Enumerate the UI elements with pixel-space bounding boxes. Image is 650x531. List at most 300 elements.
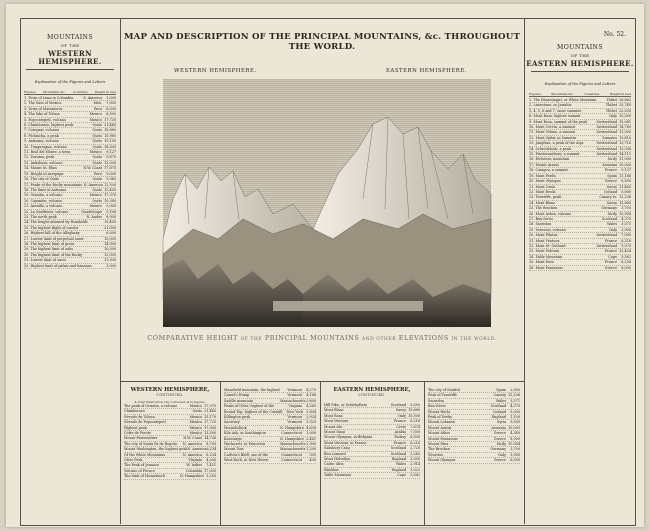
mountain-height: 1,000 — [306, 431, 316, 436]
mountain-height: 10,954 — [619, 211, 631, 216]
mountain-country: N. America — [182, 441, 202, 446]
mountain-country: Sicily — [607, 211, 617, 216]
mountain-country — [80, 226, 102, 230]
mountain-name: 3. Town of Matamoros — [24, 106, 63, 111]
mountain-name: The peak of Orizaba, a volcano — [124, 404, 178, 408]
western-mountain-list — [24, 96, 116, 269]
subtitle-part: OF THE — [240, 337, 263, 342]
subtitle-part: PRINCIPAL MOUNTAINS — [264, 334, 360, 342]
mountain-name: 4. The lake of Toluca — [24, 112, 60, 117]
mountain-name: 35. Mont Dore — [529, 260, 554, 265]
mountain-height: 3,582 — [621, 254, 631, 259]
header-mountains: Mountains &c. — [551, 92, 574, 96]
mountain-height: 21,440 — [204, 409, 216, 414]
mountain-height: 13,810 — [619, 135, 631, 140]
mountain-height: 4,349 — [510, 431, 520, 436]
mountain-name: 22. La Souffriere, volcano — [24, 209, 69, 214]
mountain-country — [88, 220, 104, 224]
mountain-country: New York — [286, 409, 303, 414]
mountain-country: Mex. — [93, 101, 102, 106]
mountain-country: Connecticut — [281, 431, 302, 436]
mountain-height: 11,000 — [619, 130, 631, 135]
mountain-country: Switzerland — [596, 141, 617, 146]
illustration-subtitle — [120, 334, 524, 342]
mountain-country: Thibet — [605, 103, 617, 108]
western-continued-explanation: A brief Illustration, the corrected as in figures. — [134, 400, 206, 404]
mountain-height: 14,900 — [104, 241, 116, 246]
mountain-name: Kilo Ash, in Southington — [224, 431, 266, 436]
mountain-country: Vermont — [287, 393, 302, 398]
mountain-height: 8,500 — [106, 112, 116, 117]
mountain-country: Mexico — [189, 404, 202, 408]
mountain-height: 22,000 — [619, 108, 631, 113]
eastern-explanation: Explanation of the Figures and Letters — [544, 82, 616, 86]
mountain-name: 16. Etchener, mountain — [529, 157, 570, 162]
mountain-country: Virginia — [288, 404, 302, 409]
mountain-country: Sicily — [607, 157, 617, 162]
mountain-height: 6,258 — [621, 260, 631, 265]
mountain-name: 26. Mont Aetna, volcano — [529, 211, 571, 216]
western-panel-title — [20, 34, 120, 66]
mountain-name: 1. The Dhawalagiri, or White Mountain — [529, 98, 597, 102]
mountain-name: 16. The city of Quito — [24, 177, 60, 182]
western-continued-list-1 — [124, 404, 216, 480]
mountain-height: 5,000 — [510, 409, 520, 414]
mountain-country: Thibet — [606, 98, 618, 102]
mountain-height: 8,700 — [206, 441, 216, 446]
mountain-country: Greece — [493, 436, 506, 441]
mountain-country: Scotland — [390, 451, 406, 456]
mountain-country: Spain — [496, 388, 506, 392]
mountain-name: Ascutney — [224, 420, 240, 425]
mountain-country: Canary — [493, 393, 506, 398]
mountain-country: Wales — [495, 398, 506, 403]
mountain-country: Mexico — [189, 425, 202, 430]
mountain-height: 2,720 — [410, 446, 420, 451]
header-height: Height in feet — [609, 92, 631, 96]
mountain-name: The Brocken — [428, 447, 450, 452]
mountain-height: 1,200 — [306, 447, 316, 452]
mountain-country: Scotland — [601, 216, 617, 221]
mountain-height: 3,055 — [410, 457, 420, 462]
mountain-country: Mexico — [189, 414, 202, 419]
mountain-height: 8,000 — [621, 265, 631, 270]
mountain-height: 15,980 — [104, 133, 116, 138]
mountain-height: 17,730 — [104, 117, 116, 122]
subtitle-part: IN THE WORLD. — [451, 337, 497, 342]
mountain-name: Mount Parnassus — [428, 436, 458, 441]
mountain-country: Italy — [609, 114, 617, 119]
mountain-height: 3,924 — [306, 415, 316, 420]
mountain-name: Mount Olympus — [428, 458, 456, 463]
mountain-country: Germany — [490, 447, 506, 452]
mountain-height: 6,500 — [510, 458, 520, 463]
mountain-height: 6,000 — [106, 231, 116, 236]
mountain-country: N. America — [187, 447, 207, 452]
mountain-name: Hill Pike, or Schiehallion — [324, 403, 367, 407]
mountain-height: 4,188 — [306, 393, 316, 398]
mountain-country: France — [393, 440, 406, 445]
mountain-name: 30. Mont Pilatus — [529, 233, 558, 238]
eastern-mountain-list — [529, 98, 631, 271]
mountain-country: Massachusetts — [280, 398, 306, 403]
mountain-name: Cofre de Perote — [124, 431, 152, 436]
mountain-country: Massachusetts — [280, 447, 306, 452]
mountain-name: Killington peak — [224, 415, 251, 420]
mountain-height: 17,370 — [104, 193, 116, 198]
mountain-height: 8,000 — [106, 214, 116, 219]
mountain-height: 15,081 — [619, 119, 631, 124]
mountain-height: 12,236 — [508, 393, 520, 398]
mountain-height: 4,370 — [510, 404, 520, 409]
mountain-country: Vermont — [287, 415, 302, 420]
eastern-panel-title — [525, 44, 635, 68]
mountain-name: 2. The Sum of Mexico — [24, 101, 62, 106]
mountain-height: 3,240 — [410, 451, 420, 456]
mountain-height: 6,216 — [410, 419, 420, 424]
mountain-height: 6,234 — [206, 447, 217, 452]
mountain-height: 13,716 — [619, 141, 631, 146]
mountain-name: 17. Peaks of the Rocky mountains — [24, 182, 83, 187]
mountain-country: Sicily — [496, 442, 506, 447]
mountain-height: 16,500 — [104, 144, 116, 149]
mountain-name: 31. Lowest limit of snow — [24, 258, 67, 263]
header-figures: Figures — [529, 92, 541, 96]
mountain-name: Highest peak — [124, 425, 147, 430]
mountain-country — [80, 231, 102, 235]
western-continued-col-1 — [120, 382, 221, 525]
mountain-country: Greece — [493, 458, 506, 463]
mountain-country: Virginia — [188, 458, 202, 463]
mountain-height: 2,461 — [306, 436, 316, 441]
mountain-country: Connecticut — [281, 452, 302, 457]
western-title-top: MOUNTAINS — [47, 34, 93, 41]
eastern-list-header — [529, 92, 631, 97]
page-title: MAP AND DESCRIPTION OF THE PRINCIPAL MOUNTAINS, &c. THROUGHOUT THE WORLD. — [123, 32, 521, 52]
mountain-height: 9,540 — [106, 177, 116, 182]
mountain-country: Thibet — [605, 108, 617, 113]
eastern-continued-sub: CONTINUED. — [358, 393, 386, 397]
mountain-height: 2,000 — [510, 388, 520, 392]
mountain-name: 21. Mont Cenis — [529, 184, 556, 189]
mountain-name: Peak of Teneriffe — [428, 393, 457, 398]
mountain-height: 3,700 — [510, 447, 520, 452]
mountain-height: 17,000 — [204, 468, 216, 473]
mountain-name: Mount Hecla — [428, 409, 451, 414]
plate-number: No. 52. — [603, 31, 626, 38]
mountain-country: Quito — [92, 144, 102, 149]
mountain-height: 11,000 — [619, 157, 631, 162]
mountain-country: Mexico — [189, 420, 202, 425]
mountain-name: 10. Mont Cervin, a summit — [529, 125, 576, 130]
mountain-height: 10,000 — [619, 162, 631, 167]
mountain-name: 24. Mont Blanc — [529, 200, 556, 205]
mountain-name: 11. Mont Velane, a summit — [529, 130, 576, 135]
mountain-country: Quito — [92, 177, 102, 182]
mountain-height: 15,680 — [619, 200, 631, 205]
mountain-height: 15,000 — [104, 236, 116, 241]
mountain-name: Mansfield mountain, the highest — [224, 388, 280, 392]
mountain-name: Mount Sinai — [324, 430, 346, 435]
mountain-height: 3,320 — [306, 420, 316, 425]
mountain-name: 17. Mount Ararat — [529, 162, 559, 167]
mountain-name: Mount Tom — [224, 447, 244, 452]
mountain-name: Otter Peak — [124, 458, 143, 463]
mountain-height: 5,108 — [106, 209, 116, 214]
mountain-name: 33. Mont Pelvoux — [529, 249, 559, 254]
mountain-name: 19. Orizaba, a volcano — [24, 193, 63, 198]
mountain-row — [24, 264, 116, 269]
mountain-height: 4,370 — [621, 216, 631, 221]
mountain-height: 19,150 — [104, 139, 116, 144]
mountain-height: 12,000 — [104, 252, 116, 257]
mountain-height: 7,674 — [410, 424, 420, 429]
western-continued-col-2 — [220, 382, 321, 525]
mountain-height: 15,170 — [204, 414, 216, 419]
mountain-name: 18. The limit of Antisana — [24, 187, 67, 192]
mountain-country — [80, 247, 102, 251]
mountain-country: Scotland — [490, 404, 506, 409]
mountain-height: 2,914 — [410, 462, 420, 467]
mountain-country: Spain — [607, 173, 617, 178]
mountain-country: N. America — [182, 452, 202, 457]
mountain-country: Mexico — [89, 204, 102, 209]
mountain-height: 500 — [309, 452, 316, 457]
western-continued-title: WESTERN HEMISPHERE, — [130, 387, 210, 393]
mountain-name: 7. Cotopaxi, volcano — [24, 128, 59, 133]
mountain-country: Scotland — [390, 446, 406, 451]
mountain-country: Italy — [398, 413, 406, 418]
mountain-height: 19,380 — [104, 198, 116, 203]
mountain-height: 5,000 — [106, 204, 116, 209]
mountain-height: 13,400 — [104, 187, 116, 192]
mountain-name: Peak of Derby — [428, 415, 453, 420]
mountain-country: Peru — [94, 171, 102, 176]
mountain-height: 6,500 — [410, 435, 420, 440]
western-hemisphere-label: WESTERN HEMISPHERE. — [174, 68, 257, 74]
mountain-country: N.W. Coast — [183, 436, 202, 441]
mountain-row — [324, 473, 420, 478]
mountain-country: Mexico — [189, 431, 202, 436]
mountain-country: Turkey — [393, 435, 406, 440]
western-list-header — [24, 90, 116, 95]
mountain-name: 20. Mont Olympus — [529, 179, 561, 184]
mountain-country: Quito — [92, 155, 102, 160]
header-countries: Countries — [72, 90, 88, 94]
mountain-country: Switzerland — [596, 119, 617, 124]
mountain-name: 15. Finsteraarhorn, a summit — [529, 152, 580, 157]
mountain-country: Armenia — [602, 162, 617, 167]
mountain-country: Sumatra — [602, 135, 617, 140]
mountain-height: 3,022 — [410, 467, 420, 472]
mountain-name: 26. Highest hill of the Alleghany — [24, 231, 80, 236]
mountain-height: 11,168 — [619, 173, 631, 178]
mountain-name: Nevado de Toluca — [124, 414, 155, 419]
mountain-name: Nevado de Popocatepetl — [124, 420, 166, 425]
mountain-name: 5. Popocatepetl, volcano — [24, 117, 66, 122]
mountain-country: Quito — [92, 133, 102, 138]
mountain-name: 36. Mont Parnassus — [529, 265, 563, 270]
footer-tables — [120, 381, 524, 525]
subtitle-part: ELEVATIONS — [398, 334, 449, 342]
mountain-name: Wachusett, in Princeton — [224, 442, 266, 447]
mountain-country: Greece — [604, 265, 617, 270]
mountain-name: 25. The Brocken — [529, 206, 558, 211]
mountain-name: 30. The highest limit of the Rocky — [24, 252, 83, 257]
mountain-country: N. Hampshire — [180, 474, 204, 479]
mountain-height: 3,900 — [510, 452, 520, 457]
mountain-country: Syria — [497, 420, 506, 425]
mountain-country: Wales — [606, 222, 617, 227]
eastern-continued-list-1 — [324, 403, 420, 479]
header-countries: Countries — [584, 92, 600, 96]
mountain-country: Germany — [601, 206, 617, 211]
mountain-row — [529, 266, 631, 271]
mountain-name: 8. Mont Rosa, highest summit — [529, 114, 581, 119]
mountain-name: Carlton's Bluff, one of the — [224, 452, 269, 457]
mountain-height: 15,500 — [408, 413, 420, 418]
mountain-name: 27. Lowest limit of perpetual snow — [24, 236, 84, 241]
mountain-height: 6,216 — [621, 238, 631, 243]
mountain-country: Quito — [92, 128, 102, 133]
mountain-height: 1,000 — [106, 96, 116, 100]
mountain-name: Snowdon — [428, 398, 444, 403]
eastern-hemisphere-label: EASTERN HEMISPHERE. — [386, 68, 467, 74]
mountain-name: 9. Mont Rosa, summit of the peak — [529, 119, 588, 124]
mountain-name: Mount Lebanon — [428, 420, 456, 425]
mountain-country: Iceland — [493, 409, 506, 414]
mountain-height: 15,680 — [408, 408, 420, 413]
mountain-country: Mexico — [89, 193, 102, 198]
mountain-name: 23. Teneriffe, peak — [529, 195, 562, 200]
mountain-height: 6,500 — [621, 179, 631, 184]
mountain-country: Wales — [395, 462, 406, 467]
mountain-country: Armenia — [491, 425, 506, 430]
mountain-name: Table Mountain — [324, 473, 351, 478]
eastern-continued-col-1 — [320, 382, 425, 525]
mountain-name: 21. Arenilla, a volcano — [24, 204, 63, 209]
mountain-height: 7,000 — [106, 101, 116, 106]
mountain-country: Switzerland — [596, 152, 617, 157]
mountain-name: 27. Ben Nevis — [529, 216, 553, 221]
mountain-country: Mexico — [89, 112, 102, 117]
mountain-name: Vesuvius — [428, 452, 443, 457]
mountain-country: Cape — [608, 254, 617, 259]
mountain-height: 10,000 — [508, 425, 520, 430]
mountain-country: Savoy — [606, 200, 617, 205]
mountain-height: 17,370 — [204, 404, 216, 408]
lake — [273, 301, 423, 311]
mountain-name: 23. The north peak — [24, 214, 57, 219]
mountain-height: 3,900 — [621, 227, 631, 232]
mountain-name: 14. Schreckhorn, a peak — [529, 146, 571, 151]
mountain-height: 17,300 — [204, 425, 216, 430]
mountain-name: Kearsarge — [224, 436, 242, 441]
mountain-country: Quito — [92, 187, 102, 192]
mountain-country: Arabia — [394, 430, 406, 435]
mountain-country: Switzerland — [596, 146, 617, 151]
mountain-name: 20. Cayambe, volcano — [24, 198, 62, 203]
mountain-name: 31. Mont Ventoux — [529, 238, 560, 243]
mountain-name: Ben Lomond — [324, 451, 346, 456]
mountain-height: 15,500 — [619, 114, 631, 119]
mountain-country: France — [604, 249, 617, 254]
eastern-title-big: EASTERN HEMISPHERE. — [526, 59, 634, 68]
eastern-continued-col-2 — [424, 382, 524, 525]
mountain-country: Italy — [498, 452, 506, 457]
mountain-height: 21,000 — [104, 225, 116, 230]
divider — [531, 71, 629, 72]
mountain-country: Switzerland — [596, 243, 617, 248]
mountain-name: 1. Town of Lima in Colombia — [24, 96, 74, 100]
mountain-country: Vermont — [287, 420, 302, 425]
mountain-name: 22. Mont Hecla — [529, 189, 556, 194]
mountain-height: 5,000 — [621, 189, 631, 194]
mountain-country: Scotland — [390, 403, 406, 407]
mountain-name: Mount Ararat — [428, 425, 452, 430]
mountain-name: Mount Olympus, in Bithynia — [324, 435, 373, 440]
mountain-height: 9,075 — [621, 243, 631, 248]
sea-level-caption-right: Level of the Sea — [430, 320, 455, 324]
mountain-country: Peru — [94, 106, 102, 111]
mountain-name: Mount Etna — [428, 442, 449, 447]
map-sheet — [6, 4, 644, 527]
mountain-height: 3,000 — [106, 263, 116, 268]
mountain-country: Cape — [397, 473, 406, 478]
mountain-name: 12. Mont Ophir, in Sumatra — [529, 135, 577, 140]
mountain-name: 2. Limestone, or Jawahir — [529, 103, 572, 108]
western-explanation: Explanation of the Figures and Letters — [34, 80, 106, 84]
mountain-name: Mount Ida — [324, 424, 342, 429]
mountain-height: 12,900 — [104, 258, 116, 263]
mountains-illustration — [163, 79, 491, 327]
mountain-height: 17,720 — [204, 420, 216, 425]
mountain-height: 14,736 — [204, 436, 216, 441]
mountain-country: Vermont — [287, 388, 302, 392]
mountain-country: France — [604, 260, 617, 265]
mountain-name: 13. Imbabura, volcano — [24, 160, 63, 165]
mountain-name: The city of Madrid — [428, 388, 460, 392]
mountain-country: N. Andes — [86, 214, 102, 219]
mountain-country: England — [391, 457, 406, 462]
mountain-country: Switzerland — [596, 125, 617, 130]
mountain-country — [82, 253, 103, 257]
mountain-height: 6,000 — [106, 106, 116, 111]
mountain-height: 9,137 — [621, 168, 631, 173]
mountain-country: Quito — [192, 409, 202, 414]
mountain-height: 6,216 — [410, 440, 420, 445]
eastern-title-top: MOUNTAINS — [557, 44, 603, 51]
mountain-country: Iceland — [604, 189, 617, 194]
mountain-country: Savoy — [606, 184, 617, 189]
mountain-country: N. Hampshire — [280, 425, 304, 430]
mountain-height: 4,260 — [206, 458, 216, 463]
mountain-name: Peaks of Otter, highest of the — [224, 404, 275, 409]
mountain-height: 3,250 — [206, 474, 216, 479]
mountain-height: 1,100 — [510, 415, 520, 420]
mountain-name: 6. Chimborazo, highest peak — [24, 123, 74, 128]
mountain-height: 4,636 — [306, 425, 316, 430]
mountain-height: 9,000 — [106, 171, 116, 176]
mountain-name: Saddle mountain — [224, 398, 254, 403]
mountain-country: Quito — [92, 123, 102, 128]
mountain-country: Connecticut — [281, 458, 302, 463]
mountain-country: Massachusetts — [280, 442, 306, 447]
eastern-continued-title: EASTERN HEMISPHERE, — [333, 387, 411, 393]
western-continued-sub: CONTINUED. — [156, 393, 184, 397]
mountain-name: 19. Mont Perdu — [529, 173, 556, 178]
mountain-height: 4,279 — [306, 388, 316, 392]
